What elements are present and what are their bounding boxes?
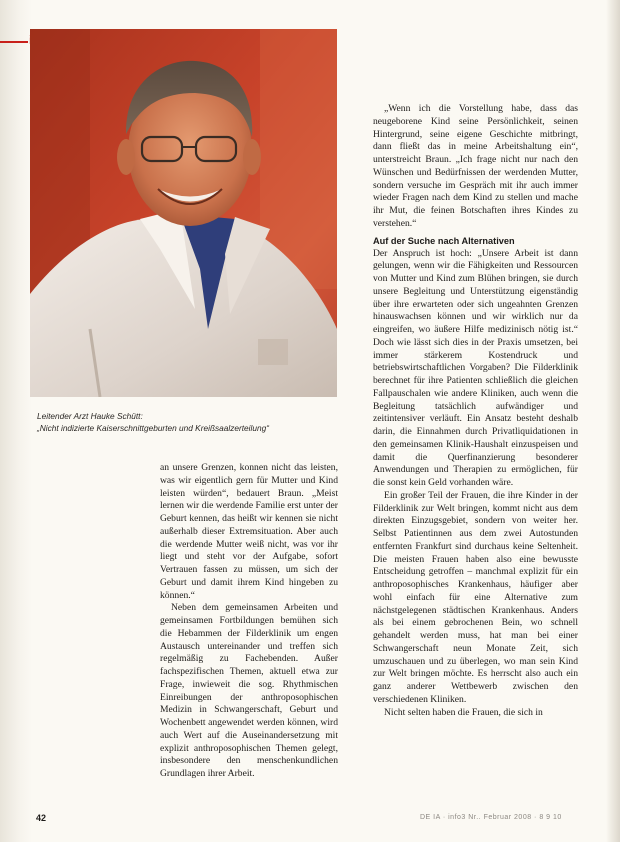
section-heading: Auf der Suche nach Alternativen [373,235,515,246]
body-paragraph: Nicht selten haben die Frauen, die sich in [384,706,543,718]
body-paragraph: Der Anspruch ist hoch: „Unsere Arbeit ist dann gelungen, wenn wir die Fähigkeiten und Ressourcen von Mutter und Kind zum Blühen bringen, sie durch unsere Begleitung und Unterstützung eigenständig über ihre erwarteten oder sich ungeahnten Grenzen hinauswachsen können und wir wirklich nur da eingreifen, wo äußere Hilfe medizinisch nötig ist.“ Doch wie lässt sich dies in der Praxis umsetzen, bei immer stärkerem Kostendruck und betriebswirtschaftlichen Vorgaben? Die Filderklinik berechnet für ihre Patienten schließlich die gleichen Fallpauschalen wie andere Kliniken, auch wenn die Begleitung tatsächlich aufwändiger und zeitintensiver verläuft. Ein Ansatz besteht deshalb darin, die Einnahmen durch Privatliquidationen in den gemeinsamen Klinik-Haushalt einzuspeisen und damit die Querfinanzierung besonderer Anwendungen und Therapien zu ermöglichen, für die sonst kein Geld vorhanden wäre. [373,247,578,488]
right-text-column [373,103,578,719]
body-paragraph: Neben dem gemeinsamen Arbeiten und gemeinsamen Fortbildungen bemühen sich die Hebammen der Filderklinik um engen Austausch untereinander und treffen sich regelmäßig zu Fachebenden. Außer fachspezifischen Themen, aktuell etwa zur Frage, inwieweit die sog. Rhythmischen Einreibungen der anthroposophischen Medizin in Schwangerschaft, Geburt und Wochenbett angewendet werden können, wird auch Wert auf die Auseinandersetzung mit explizit anthroposophischen Themen gelegt, insbesondere den menschenkundlichen Grundlagen ihrer Arbeit. [160,602,338,779]
quote-paragraph: „Wenn ich die Vorstellung habe, dass das neugeborene Kind seine Persönlichkeit, seinen Hintergrund, seine eigene Geschichte mitbringt, dann fließt das in meine Arbeitshaltung ein“, unterstreicht Braun. „Ich frage nicht nur nach den Wünschen und Bedürfnissen der werdenden Mutter, sondern versuche im Gespräch mit ihr auch immer wieder Fragen nach dem Kind zu stellen und mache ihr Mut, die feinen Botschaften ihres Kindes zu verstehen.“ [373,103,578,229]
photo-caption [37,410,337,434]
caption-line-1: Leitender Arzt Hauke Schütt: [37,411,143,421]
left-text-column [160,462,338,781]
magazine-footer: DE IA · info3 Nr.. Februar 2008 · 8 9 10 [420,814,562,821]
body-paragraph: Ein großer Teil der Frauen, die ihre Kinder in der Filderklinik zur Welt bringen, kommt nicht aus dem direkten Einzugsgebiet, sondern von weiter her. Selbst Patientinnen aus dem zwei Autostunden entfernten Frankfurt sind durchaus keine Seltenheit. Die meisten Frauen haben also eine bewusste Entscheidung getroffen – manchmal explizit für ein anthroposophisches Krankenhaus, häufiger aber wohl einfach für eine Alternative zum nächstgelegenen städtischen Krankenhaus. Anders als bei einem gebrochenen Bein, wo schnell gehandelt werden muss, hat man bei einer Schwangerschaft neun Monate Zeit, sich umzuschauen und zu überlegen, wo man sein Kind zur Welt bringen möchte. Es herrscht also auch ein ganz anderer Wettbewerb zwischen den verschiedenen Kliniken. [373,489,578,705]
binding-shadow [0,0,32,842]
portrait-photo [30,29,337,397]
section-marker-bar [0,41,28,43]
page-number: 42 [36,813,47,823]
body-paragraph: an unsere Grenzen, konnen nicht das leisten, was wir eigentlich gern für Mutter und Kind leisten würden“, bedauert Braun. „Meist lernen wir die werdende Familie erst unter der Geburt kennen, das heißt wir kennen sie nicht außerhalb dieser Extremsituation. Aber auch die werdende Mutter weiß nicht, was vor ihr liegt und steht vor der Aufgabe, sofort Vertrauen fassen zu müssen, um sich der Geburt und damit ihrem Kind hingeben zu können.“ [160,462,338,601]
page-edge-shadow [606,0,620,842]
caption-line-2: „Nicht indizierte Kaiserschnittgeburten und Kreißsaalzerteilung“ [37,423,269,433]
